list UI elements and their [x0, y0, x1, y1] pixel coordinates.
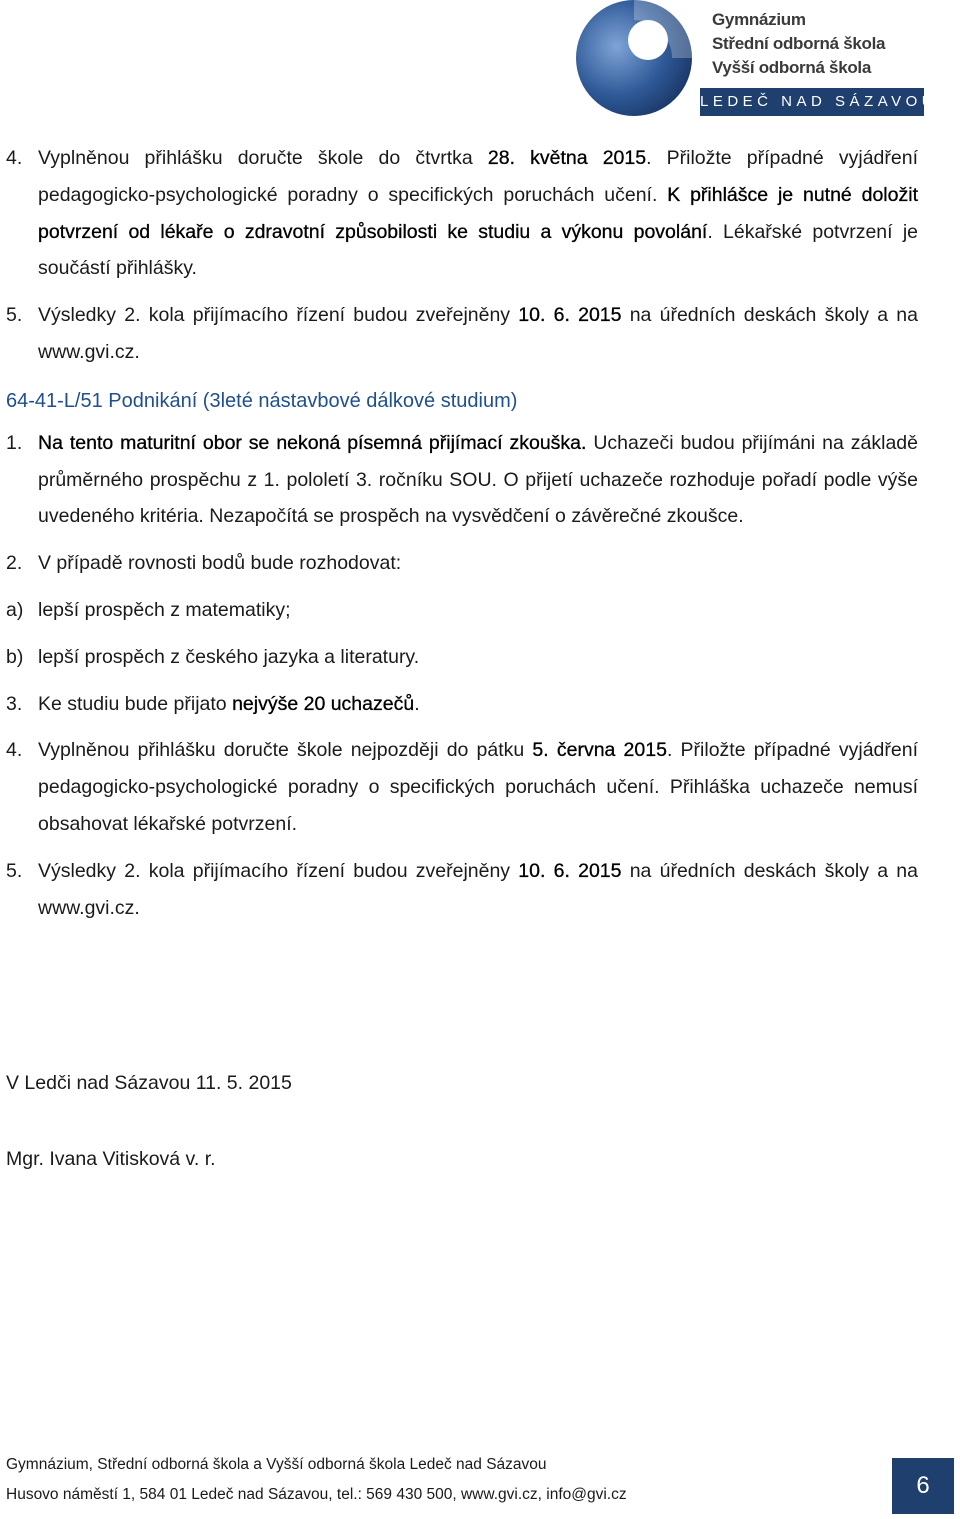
logo-line-sos: Střední odborná škola [712, 34, 886, 53]
section-heading-podnikani: 64-41-L/51 Podnikání (3leté nástavbové dálkové studium) [6, 389, 518, 412]
text: Uchazeči budou přijímáni na základě průměrného prospěchu z 1. pololetí 3. ročníku SOU. O přijetí uchazeče rozhoduje pořadí podle výše uvedeného kritéria. Nezapočítá se prospěch na vysvědčení o závěrečné zkoušce. [38, 431, 918, 528]
text: Výsledky 2. kola přijímacího řízení budou zveřejněny [38, 859, 519, 882]
school-logo [572, 0, 938, 122]
text: . Přiložte případné vyjádření pedagogicko-psychologické poradny o specifických poruchách učení. [38, 147, 918, 206]
item-number: 4. [6, 147, 23, 169]
text: lepší prospěch z českého jazyka a literatury. [38, 645, 420, 668]
item-letter: b) [6, 645, 24, 668]
text: Vyplněnou přihlášku doručte škole nejpozději do pátku [38, 739, 533, 762]
item-number: 2. [6, 552, 23, 575]
item-number: 5. [6, 859, 23, 882]
logo-line-gymnazium: Gymnázium [712, 10, 806, 29]
text: Vyplněnou přihlášku doručte škole do čtvrtka [38, 147, 488, 169]
s2-item-2 [6, 545, 918, 582]
text: . Přiložte případné vyjádření pedagogicko-psychologické poradny o specifických poruchách učení. Přihláška uchazeče nemusí obsahovat lékařské potvrzení. [38, 739, 918, 835]
max-applicants: nejvýše 20 uchazečů [232, 692, 415, 715]
text: . [414, 692, 420, 715]
medical-requirement: K přihlášce je nutné doložit potvrzení od lékaře o zdravotní způsobilosti ke studiu a výkonu povolání [38, 183, 918, 243]
deadline-date: 28. května 2015 [487, 147, 647, 169]
results-date: 10. 6. 2015 [518, 859, 622, 882]
no-exam-note: Na tento maturitní obor se nekoná písemná přijímací zkouška. [38, 431, 587, 454]
text: . Lékařské potvrzení je součástí přihlášky. [38, 220, 918, 280]
document-body [6, 140, 918, 926]
s2-item-a [6, 592, 918, 629]
item-number: 3. [6, 692, 23, 715]
results-date: 10. 6. 2015 [518, 304, 622, 327]
text: Ke studiu bude přijato [38, 692, 233, 715]
footer-contact: Husovo náměstí 1, 584 01 Ledeč nad Sázavou, tel.: 569 430 500, www.gvi.cz, info@gvi.cz [6, 1486, 627, 1503]
text: V případě rovnosti bodů bude rozhodovat: [38, 552, 402, 575]
s2-item-b [6, 639, 918, 676]
s2-item-1 [6, 425, 918, 535]
text: na úředních deskách školy a na www.gvi.cz. [38, 304, 918, 363]
place-and-date: V Ledči nad Sázavou 11. 5. 2015 [6, 1072, 292, 1094]
item-letter: a) [6, 598, 24, 621]
deadline-date: 5. června 2015 [532, 739, 667, 762]
text: Výsledky 2. kola přijímacího řízení budou zveřejněny [38, 304, 519, 327]
signature: Mgr. Ivana Vitisková v. r. [6, 1148, 216, 1170]
s2-item-4 [6, 732, 918, 842]
s2-item-3 [6, 686, 918, 723]
logo-emblem-icon [572, 0, 712, 122]
page-number: 6 [892, 1458, 954, 1514]
item-number: 5. [6, 304, 23, 327]
logo-line-vos: Vyšší odborná škola [712, 58, 872, 77]
logo-band-ledec: LEDEČ NAD SÁZAVOU [700, 88, 924, 116]
s1-item-5 [6, 297, 918, 371]
text: na úředních deskách školy a na www.gvi.cz. [38, 859, 918, 919]
text: lepší prospěch z matematiky; [38, 598, 291, 621]
s2-item-5 [6, 853, 918, 927]
footer-school-name: Gymnázium, Střední odborná škola a Vyšší odborná škola Ledeč nad Sázavou [6, 1456, 547, 1473]
item-number: 1. [6, 431, 23, 454]
s1-item-4 [6, 140, 918, 287]
item-number: 4. [6, 739, 23, 762]
